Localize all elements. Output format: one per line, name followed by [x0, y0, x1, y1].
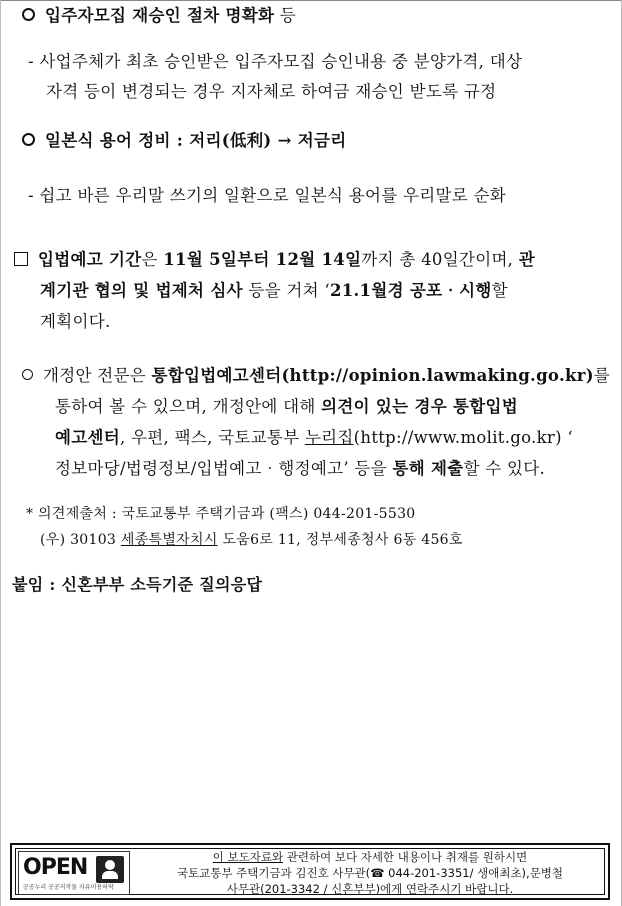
- footer-line-1: [140, 849, 600, 865]
- submission-line-1: * 의견제출처 : 국토교통부 주택기금과 (팩스) 044-201-5530: [26, 506, 416, 522]
- fulltext-line-3: [55, 424, 573, 448]
- terms-heading-line: [22, 127, 346, 151]
- circle-bullet-icon: [22, 369, 33, 380]
- fulltext-line-4: [55, 455, 545, 479]
- notice-text: 등을 거쳐 ‘: [242, 281, 330, 300]
- submission-line-2: [40, 529, 463, 549]
- fulltext-line-1: [22, 362, 610, 386]
- notice-dates: 11월 5일부터 12월 14일: [163, 250, 362, 269]
- fulltext-text: 개정안 전문은: [43, 366, 152, 385]
- kogl-open-logo: [18, 851, 130, 895]
- fulltext-text: 통하여 볼 수 있으며, 개정안에 대해: [55, 397, 322, 416]
- fulltext-text: 할 수 있다.: [463, 459, 546, 478]
- fulltext-center: 통합입법예고센터: [151, 366, 282, 385]
- reapproval-heading-suffix: 등: [274, 6, 297, 25]
- reapproval-heading: 입주자모집 재승인 절차 명확화: [45, 6, 275, 25]
- fulltext-opinion: 의견이 있는 경우 통합입법: [321, 397, 518, 416]
- footer-press-release: 이 보도자료와: [212, 850, 284, 864]
- footer-text: 관련하여 보다 자세한 내용이나 취재를 원하시면: [283, 850, 528, 864]
- left-border: [0, 0, 1, 906]
- submission-address: 도움6로 11, 정부세종청사 6동 456호: [217, 532, 463, 548]
- submission-city: 세종특별자치시: [120, 532, 218, 548]
- square-bullet-icon: [14, 252, 28, 266]
- notice-text: 관: [518, 250, 536, 269]
- logo-subtitle: 공공누리 공공저작물 자유이용허락: [23, 884, 114, 891]
- notice-line-2: [40, 277, 508, 301]
- molit-link-label[interactable]: 누리집: [304, 428, 354, 447]
- notice-period-label: 입법예고 기간: [38, 250, 142, 269]
- footer-contact-text: [140, 849, 600, 897]
- notice-review: 계기관 협의 및 법제처 심사: [40, 281, 243, 300]
- person-icon: [96, 856, 124, 883]
- notice-text: 까지 총 40일간이며,: [361, 250, 519, 269]
- reapproval-detail-2: 자격 등이 변경되는 경우 지자체로 하여금 재승인 받도록 규정: [46, 82, 497, 101]
- fulltext-center: 예고센터: [55, 428, 120, 447]
- open-logo-text: OPEN: [23, 855, 88, 880]
- fulltext-text: 를: [593, 366, 611, 385]
- terms-heading: 일본식 용어 정비 : 저리(低利) → 저금리: [45, 131, 347, 150]
- notice-line-3: 계획이다.: [40, 312, 111, 331]
- attachment-note: 붙임 : 신혼부부 소득기준 질의응답: [12, 575, 263, 594]
- top-border: [0, 0, 622, 1]
- footer-line-3: 사무관(201-3342 / 신혼부부)에게 연락주시기 바랍니다.: [226, 882, 514, 896]
- circle-bullet-icon: [22, 8, 35, 21]
- submission-postcode: (우) 30103: [40, 532, 121, 548]
- notice-line-1: [14, 246, 535, 270]
- footer-line-2: 국토교통부 주택기금과 김진호 사무관(☎ 044-201-3351/ 생애최초),문병철: [176, 866, 564, 880]
- reapproval-heading-line: [22, 2, 296, 26]
- fulltext-text: , 우편, 팩스, 국토교통부: [119, 428, 305, 447]
- fulltext-line-2: [55, 393, 518, 417]
- opinion-link[interactable]: (http://opinion.lawmaking.go.kr): [281, 366, 594, 385]
- contact-footer: [10, 843, 610, 900]
- notice-promulgation: 21.1월경 공포‧시행: [329, 281, 492, 300]
- fulltext-submit: 통해 제출: [392, 459, 464, 478]
- terms-detail-1: - 쉽고 바른 우리말 쓰기의 일환으로 일본식 용어를 우리말로 순화: [28, 186, 506, 205]
- reapproval-detail-1: - 사업주체가 최초 승인받은 입주자모집 승인내용 중 분양가격, 대상: [28, 52, 523, 71]
- notice-text: 은: [141, 250, 164, 269]
- circle-bullet-icon: [22, 133, 35, 146]
- notice-text: 할: [491, 281, 508, 300]
- molit-link[interactable]: (http://www.molit.go.kr) ‘: [353, 428, 573, 447]
- fulltext-text: 정보마당/법령정보/입법예고‧행정예고’ 등을: [55, 459, 393, 478]
